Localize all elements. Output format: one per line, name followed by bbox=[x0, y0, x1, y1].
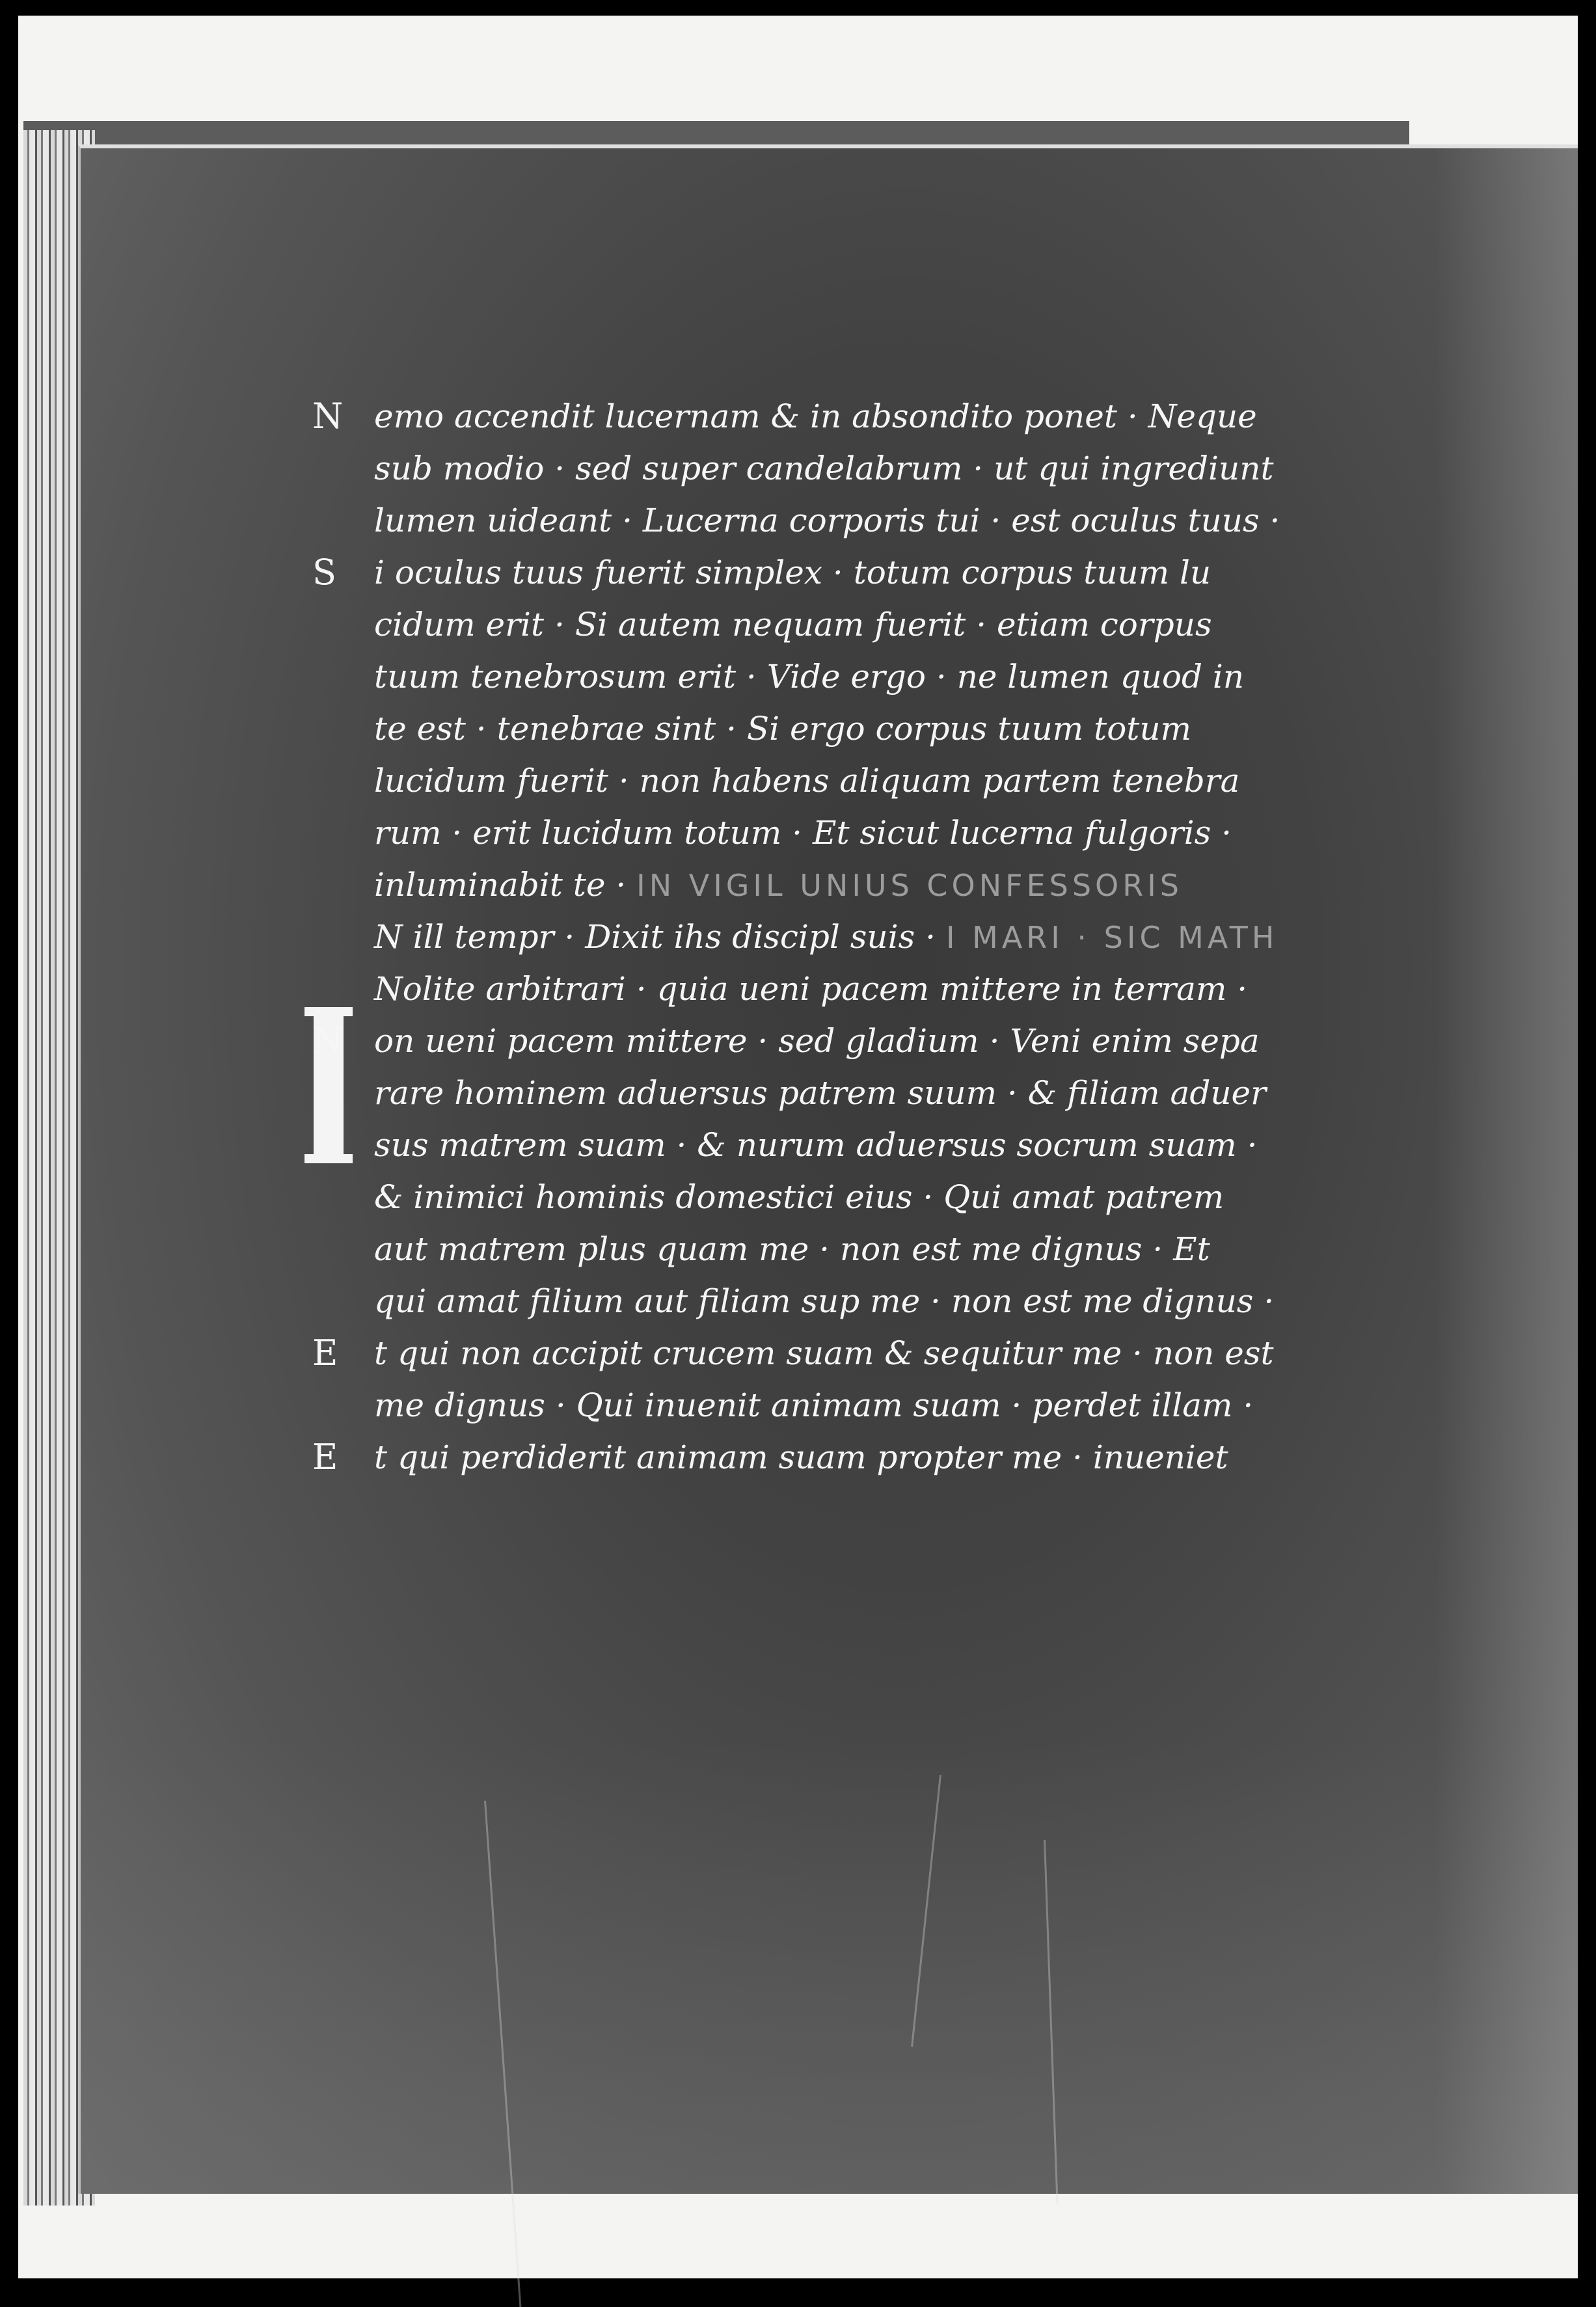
leaf-shading bbox=[81, 1738, 1578, 2194]
line-text: t qui non accipit crucem suam & sequitur me · non est bbox=[374, 1334, 1274, 1372]
text-line bbox=[286, 1015, 1496, 1067]
line-text: cidum erit · Si autem nequam fuerit · etiam corpus bbox=[374, 606, 1212, 643]
text-line bbox=[286, 807, 1496, 859]
text-line bbox=[286, 1171, 1496, 1223]
line-text: Nolite arbitrari · quia ueni pacem mittere in terram · bbox=[374, 970, 1248, 1008]
line-text: qui amat filium aut filiam sup me · non est me dignus · bbox=[374, 1282, 1275, 1320]
text-line bbox=[286, 1223, 1496, 1275]
line-initial: E bbox=[312, 1437, 338, 1477]
text-line bbox=[286, 1379, 1496, 1431]
text-line bbox=[286, 1431, 1496, 1483]
line-text: i oculus tuus fuerit simplex · totum corpus tuum lu bbox=[374, 554, 1211, 591]
text-line bbox=[286, 546, 1496, 599]
text-line bbox=[286, 651, 1496, 703]
text-line bbox=[286, 755, 1496, 807]
text-line bbox=[286, 859, 1496, 911]
text-line bbox=[286, 494, 1496, 546]
line-initial: N bbox=[312, 1020, 344, 1061]
line-text: N ill tempr · Dixit ihs discipl suis · bbox=[374, 918, 946, 956]
line-text: rum · erit lucidum totum · Et sicut lucerna fulgoris · bbox=[374, 814, 1232, 852]
line-text: sus matrem suam · & nurum aduersus socrum suam · bbox=[374, 1126, 1258, 1164]
rubric-heading: IN VIGIL UNIUS CONFESSORIS bbox=[636, 868, 1183, 903]
text-line bbox=[286, 1119, 1496, 1171]
line-text: t qui perdiderit animam suam propter me · inueniet bbox=[374, 1438, 1228, 1476]
text-line bbox=[286, 442, 1496, 494]
line-text: aut matrem plus quam me · non est me dignus · Et bbox=[374, 1230, 1210, 1268]
text-line bbox=[286, 390, 1496, 442]
line-text: inluminabit te · bbox=[374, 866, 637, 904]
line-text: rare hominem aduersus patrem suum · & filiam aduer bbox=[374, 1074, 1267, 1112]
line-initial: E bbox=[312, 1332, 338, 1373]
line-text: lumen uideant · Lucerna corporis tui · est oculus tuus · bbox=[374, 502, 1280, 539]
text-line bbox=[286, 911, 1496, 963]
line-initial: N bbox=[312, 396, 344, 437]
text-line bbox=[286, 1067, 1496, 1119]
text-line bbox=[286, 1275, 1496, 1327]
line-text: te est · tenebrae sint · Si ergo corpus tuum totum bbox=[374, 710, 1192, 748]
line-text: emo accendit lucernam & in absondito ponet · Neque bbox=[374, 398, 1257, 435]
text-line bbox=[286, 1327, 1496, 1379]
text-line bbox=[286, 703, 1496, 755]
line-text: sub modio · sed super candelabrum · ut qui ingrediunt bbox=[374, 450, 1274, 487]
line-text: & inimici hominis domestici eius · Qui amat patrem bbox=[374, 1178, 1224, 1216]
line-text: lucidum fuerit · non habens aliquam partem tenebra bbox=[374, 762, 1240, 800]
text-line bbox=[286, 963, 1496, 1015]
manuscript-text bbox=[286, 390, 1496, 1483]
text-line bbox=[286, 599, 1496, 651]
line-text: on ueni pacem mittere · sed gladium · Veni enim sepa bbox=[374, 1022, 1260, 1060]
line-text: tuum tenebrosum erit · Vide ergo · ne lumen quod in bbox=[374, 658, 1245, 695]
binding-edge bbox=[23, 121, 1409, 147]
line-initial: S bbox=[312, 552, 336, 593]
line-text: me dignus · Qui inuenit animam suam · perdet illam · bbox=[374, 1386, 1254, 1424]
rubric-heading: I MARI · SIC MATH bbox=[945, 920, 1278, 955]
